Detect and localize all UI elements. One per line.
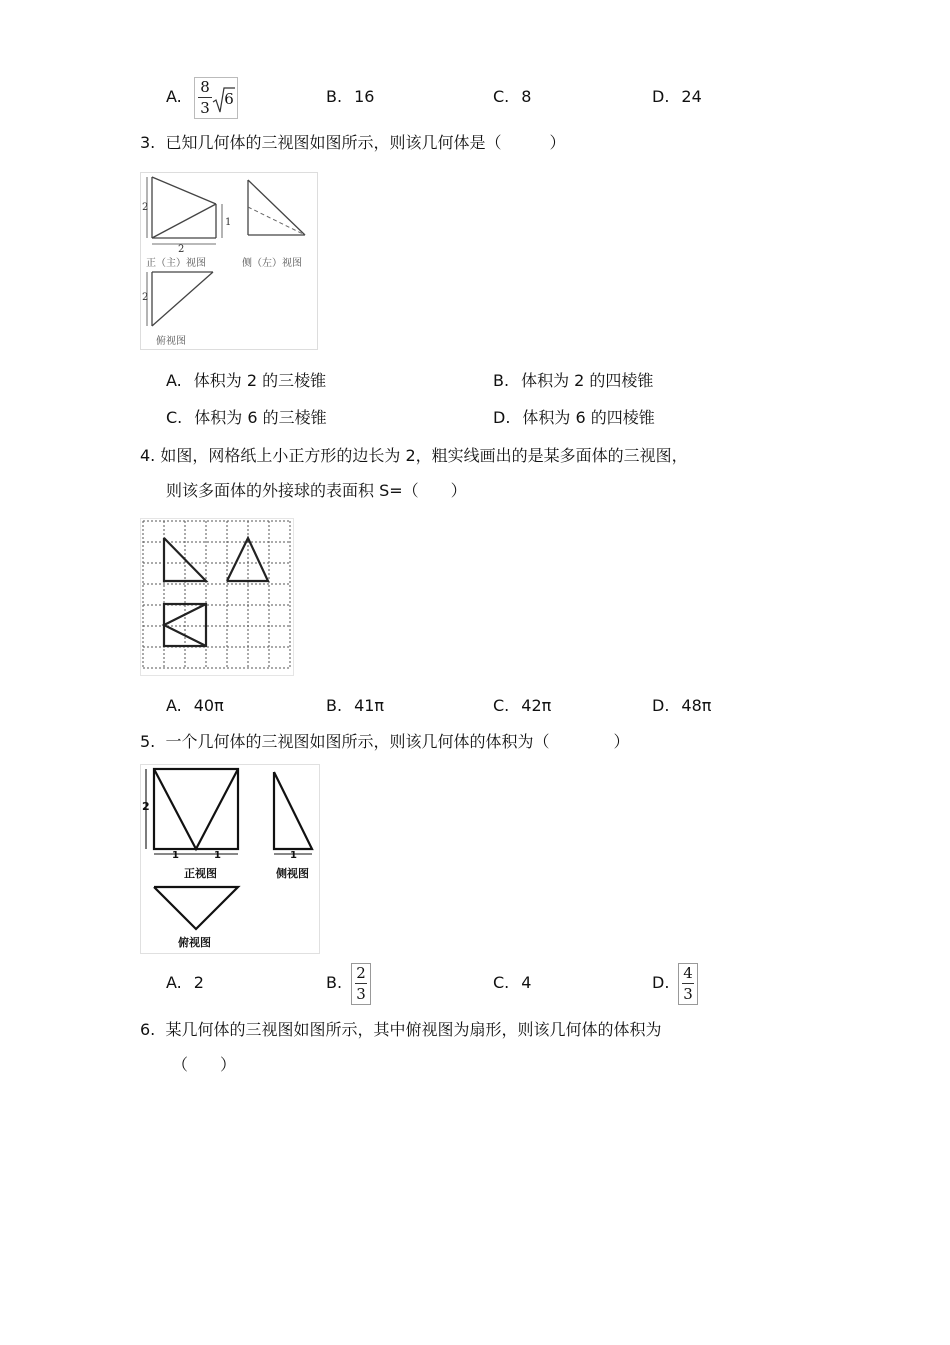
q5-dim-1a: 1 xyxy=(172,850,179,861)
q5-b-den: 3 xyxy=(356,985,366,1003)
q5-dim-2: 2 xyxy=(142,800,150,813)
q5-dim-1c: 1 xyxy=(290,850,297,861)
q2-a-bar xyxy=(198,97,212,98)
q3-dim-2a: 2 xyxy=(142,202,149,213)
q3-dim-1: 1 xyxy=(225,217,232,228)
q3-option-c: C. 体积为 6 的三棱锥 xyxy=(166,408,327,427)
q5-option-c: C. 4 xyxy=(493,973,532,992)
q2-option-b: B. 16 xyxy=(326,87,375,106)
q2-option-a-math xyxy=(194,77,238,119)
q2-option-a-letter: A. xyxy=(166,87,182,106)
q6-answer-paren: （ ） xyxy=(172,1055,237,1074)
q5-option-a: A. 2 xyxy=(166,973,204,992)
q2-a-num: 8 xyxy=(200,78,210,96)
q3-option-d: D. 体积为 6 的四棱锥 xyxy=(493,408,655,427)
q5-option-d-letter: D. xyxy=(652,973,670,992)
q4-option-c: C. 42π xyxy=(493,696,552,715)
q4-option-a: A. 40π xyxy=(166,696,224,715)
q3-front-label: 正（主）视图 xyxy=(146,258,206,269)
q5-top-label: 俯视图 xyxy=(178,936,211,949)
q5-d-num: 4 xyxy=(683,964,693,982)
q4-option-b: B. 41π xyxy=(326,696,385,715)
q3-option-a: A. 体积为 2 的三棱锥 xyxy=(166,371,327,390)
q5-option-d-fraction xyxy=(678,963,698,1005)
q5-stem: 5. 一个几何体的三视图如图所示，则该几何体的体积为（ ） xyxy=(140,732,630,751)
q5-dim-1b: 1 xyxy=(214,850,221,861)
q2-a-radicand: 6 xyxy=(224,90,234,108)
q4-grid-figure xyxy=(140,518,294,676)
q4-option-d: D. 48π xyxy=(652,696,712,715)
q3-dim-2b: 2 xyxy=(178,244,185,255)
q3-three-view-figure xyxy=(140,172,318,350)
q6-stem: 6. 某几何体的三视图如图所示，其中俯视图为扇形，则该几何体的体积为 xyxy=(140,1020,662,1039)
q2-a-den: 3 xyxy=(200,99,210,117)
q5-side-label: 侧视图 xyxy=(276,867,309,880)
q4-stem-line1: 4. 如图，网格纸上小正方形的边长为 2，粗实线画出的是某多面体的三视图， xyxy=(140,446,688,465)
q2-option-d: D. 24 xyxy=(652,87,702,106)
q5-option-b-letter: B. xyxy=(326,973,343,992)
q5-three-view-figure xyxy=(140,764,320,954)
q5-b-num: 2 xyxy=(356,964,366,982)
q5-b-bar xyxy=(355,983,367,984)
q3-dim-2c: 2 xyxy=(142,292,149,303)
q2-option-c: C. 8 xyxy=(493,87,532,106)
q5-d-den: 3 xyxy=(683,985,693,1003)
q5-front-label: 正视图 xyxy=(184,867,217,880)
q3-option-b: B. 体积为 2 的四棱锥 xyxy=(493,371,654,390)
q5-option-b-fraction xyxy=(351,963,371,1005)
q3-top-label: 俯视图 xyxy=(156,336,186,347)
q3-stem: 3. 已知几何体的三视图如图所示，则该几何体是（ ） xyxy=(140,133,566,152)
q5-d-bar xyxy=(682,983,694,984)
q4-stem-line2: 则该多面体的外接球的表面积 S=（ ） xyxy=(166,481,467,500)
q3-side-label: 侧（左）视图 xyxy=(242,258,302,269)
